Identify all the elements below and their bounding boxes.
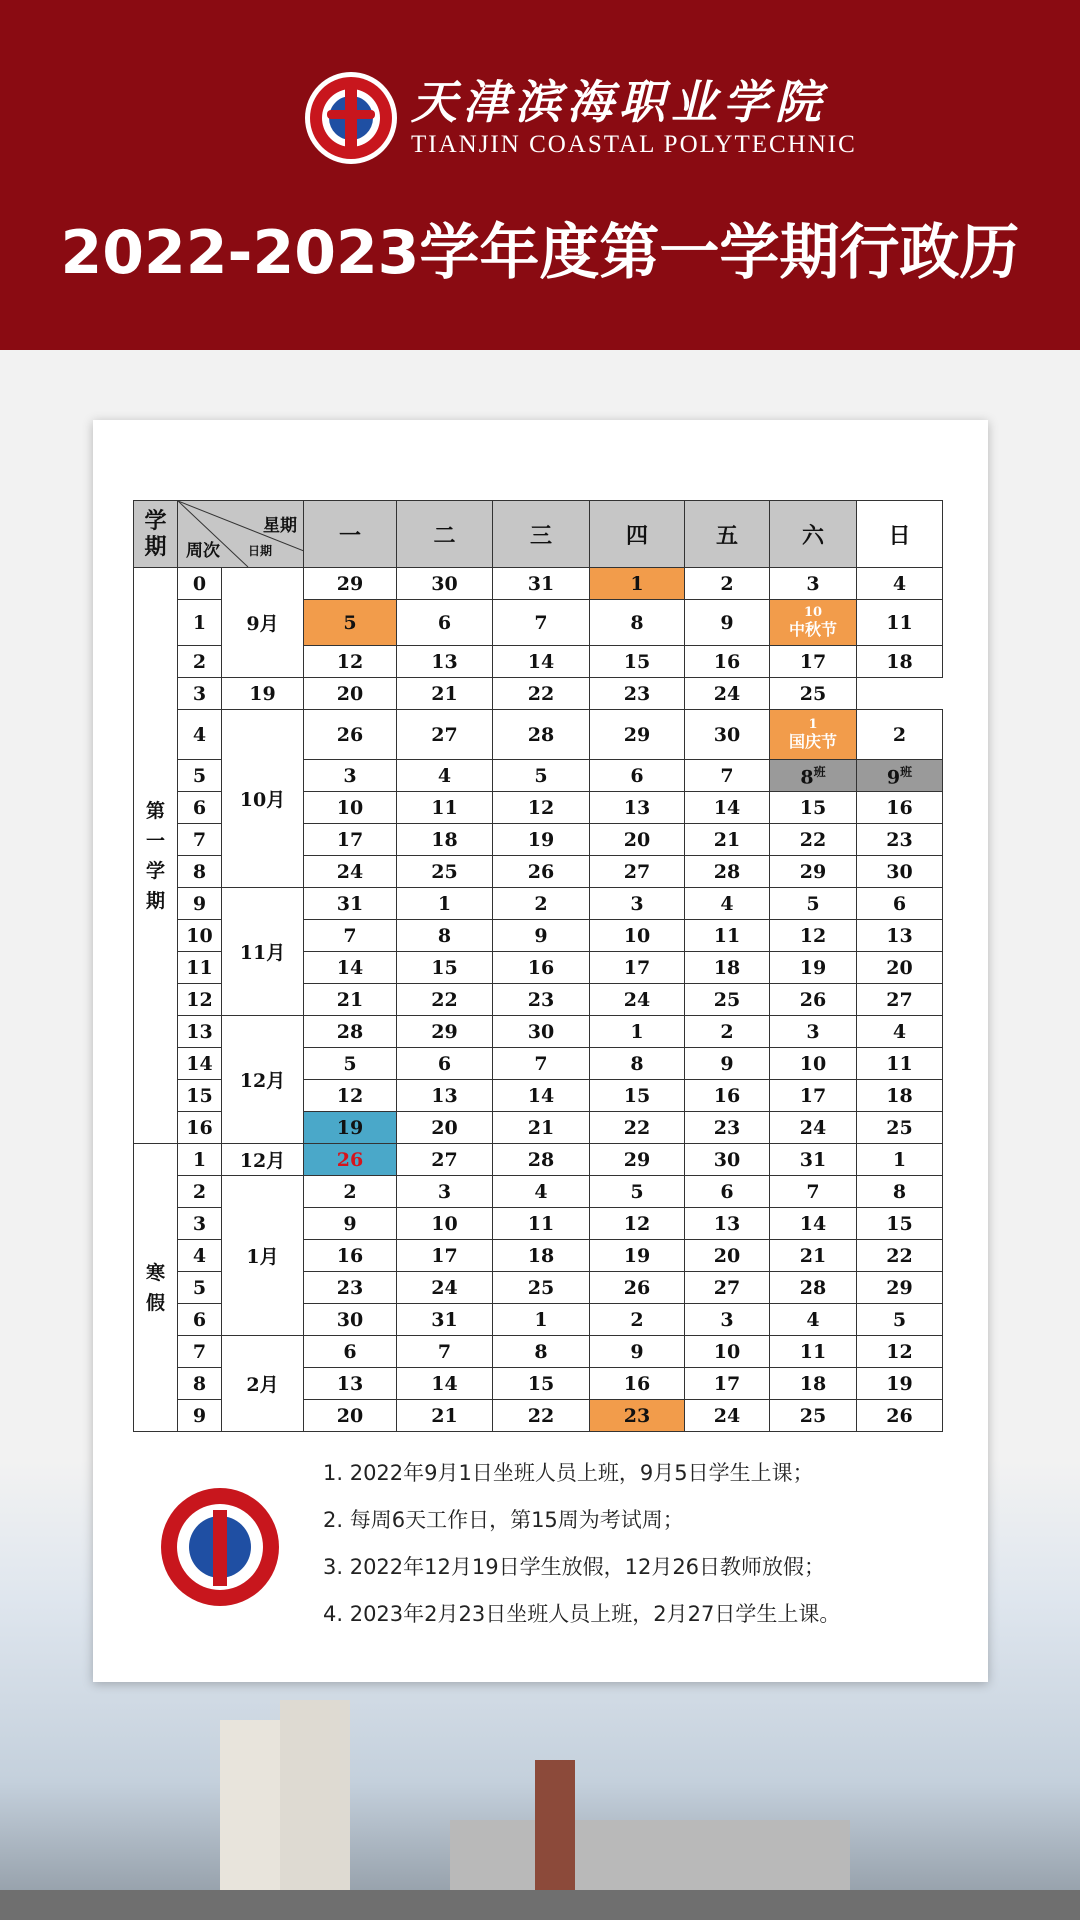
week-number: 12 — [178, 984, 222, 1016]
day-cell: 28 — [770, 1272, 857, 1304]
day-cell: 9 — [685, 1048, 770, 1080]
day-cell: 28 — [493, 710, 590, 760]
day-cell: 21 — [397, 678, 493, 710]
day-cell: 6 — [857, 888, 943, 920]
week-number: 1 — [178, 1144, 222, 1176]
day-cell: 23 — [857, 824, 943, 856]
day-cell: 29 — [590, 1144, 685, 1176]
day-cell: 11 — [857, 1048, 943, 1080]
weekday-sun: 日 — [857, 501, 943, 568]
day-cell: 25 — [397, 856, 493, 888]
day-cell: 29 — [857, 1272, 943, 1304]
week-number: 2 — [178, 1176, 222, 1208]
day-cell: 20 — [397, 1112, 493, 1144]
day-cell: 25 — [770, 1400, 857, 1432]
day-cell: 10 — [770, 1048, 857, 1080]
school-logo — [305, 68, 857, 168]
day-cell: 26 — [857, 1400, 943, 1432]
day-cell: 15 — [857, 1208, 943, 1240]
day-cell: 12 — [493, 792, 590, 824]
day-cell: 16 — [685, 1080, 770, 1112]
day-cell: 27 — [397, 1144, 493, 1176]
week-number: 3 — [178, 678, 222, 710]
day-cell: 23 — [685, 1112, 770, 1144]
day-cell: 18 — [397, 824, 493, 856]
day-cell: 11 — [397, 792, 493, 824]
day-cell: 13 — [590, 792, 685, 824]
week-number: 1 — [178, 600, 222, 646]
day-cell: 10 — [397, 1208, 493, 1240]
day-cell: 4 — [770, 1304, 857, 1336]
month-label: 12月 — [222, 1144, 304, 1176]
day-cell: 8 — [857, 1176, 943, 1208]
day-cell: 30 — [397, 568, 493, 600]
term-winter-break: 寒 假 — [134, 1144, 178, 1432]
term-header: 学期 — [134, 501, 178, 568]
day-cell: 17 — [397, 1240, 493, 1272]
day-cell: 10 中秋节 — [770, 600, 857, 646]
day-cell: 8 — [397, 920, 493, 952]
day-cell: 13 — [397, 1080, 493, 1112]
day-cell: 10 — [304, 792, 397, 824]
week-number: 4 — [178, 710, 222, 760]
day-cell: 14 — [493, 1080, 590, 1112]
day-cell: 20 — [304, 678, 397, 710]
day-cell: 4 — [857, 568, 943, 600]
day-cell: 18 — [857, 646, 943, 678]
month-label: 11月 — [222, 888, 304, 1016]
day-cell: 20 — [304, 1400, 397, 1432]
day-cell: 22 — [857, 1240, 943, 1272]
weekday-fri: 五 — [685, 501, 770, 568]
table-row — [134, 678, 943, 710]
day-cell: 16 — [493, 952, 590, 984]
note-item: 4. 2023年2月23日坐班人员上班，2月27日学生上课。 — [323, 1602, 841, 1626]
week-number: 9 — [178, 888, 222, 920]
day-cell: 21 — [304, 984, 397, 1016]
day-cell: $9^班$ — [857, 760, 943, 792]
day-cell: 5 — [590, 1176, 685, 1208]
week-number: 16 — [178, 1112, 222, 1144]
day-cell: 2 — [590, 1304, 685, 1336]
day-cell: 19 — [770, 952, 857, 984]
day-cell: 27 — [685, 1272, 770, 1304]
weekday-wed: 三 — [493, 501, 590, 568]
day-cell: 22 — [590, 1112, 685, 1144]
calendar-table — [133, 500, 943, 1432]
week-number: 7 — [178, 824, 222, 856]
day-cell: 8 — [493, 1336, 590, 1368]
day-cell: 23 — [590, 678, 685, 710]
day-cell: 1 — [397, 888, 493, 920]
week-number: 13 — [178, 1016, 222, 1048]
day-cell: 25 — [685, 984, 770, 1016]
day-cell: 26 — [304, 710, 397, 760]
day-cell: 31 — [397, 1304, 493, 1336]
month-label: 10月 — [222, 710, 304, 888]
table-row — [134, 568, 943, 600]
week-number: 6 — [178, 792, 222, 824]
day-cell: 17 — [304, 824, 397, 856]
day-cell: 26 — [304, 1144, 397, 1176]
day-cell: 3 — [397, 1176, 493, 1208]
day-cell: 21 — [493, 1112, 590, 1144]
week-number: 11 — [178, 952, 222, 984]
day-cell: 10 — [685, 1336, 770, 1368]
day-cell: 1 — [493, 1304, 590, 1336]
page-title: 2022-2023学年度第一学期行政历 — [60, 218, 1020, 288]
day-cell: 3 — [590, 888, 685, 920]
day-cell: 29 — [770, 856, 857, 888]
day-cell: 12 — [304, 646, 397, 678]
week-number: 9 — [178, 1400, 222, 1432]
week-number: 15 — [178, 1080, 222, 1112]
day-cell: 19 — [222, 678, 304, 710]
day-cell: 15 — [590, 1080, 685, 1112]
day-cell: 8 — [590, 1048, 685, 1080]
day-cell: 30 — [685, 1144, 770, 1176]
day-cell: 2 — [304, 1176, 397, 1208]
day-cell: 7 — [493, 1048, 590, 1080]
day-cell: 5 — [304, 1048, 397, 1080]
day-cell: 25 — [770, 678, 857, 710]
day-cell: 30 — [685, 710, 770, 760]
weekday-tue: 二 — [397, 501, 493, 568]
day-cell: 12 — [857, 1336, 943, 1368]
week-number: 5 — [178, 760, 222, 792]
day-cell: 30 — [493, 1016, 590, 1048]
day-cell: 7 — [397, 1336, 493, 1368]
day-cell: 1 — [590, 1016, 685, 1048]
day-cell: 16 — [857, 792, 943, 824]
day-cell: 26 — [770, 984, 857, 1016]
day-cell: 9 — [590, 1336, 685, 1368]
table-row — [134, 1016, 943, 1048]
day-cell: 22 — [770, 824, 857, 856]
day-cell: 1 — [857, 1144, 943, 1176]
week-number: 6 — [178, 1304, 222, 1336]
day-cell: 8 — [590, 600, 685, 646]
day-cell: 29 — [590, 710, 685, 760]
day-cell: 22 — [493, 678, 590, 710]
day-cell: 24 — [397, 1272, 493, 1304]
school-name-cn: 天津滨海职业学院 — [411, 75, 827, 129]
day-cell: 20 — [590, 824, 685, 856]
day-cell: 16 — [590, 1368, 685, 1400]
month-label: 2月 — [222, 1336, 304, 1432]
day-cell: 2 — [685, 1016, 770, 1048]
table-row — [134, 1336, 943, 1368]
day-cell: 6 — [397, 600, 493, 646]
day-cell: 21 — [685, 824, 770, 856]
day-cell: 3 — [770, 568, 857, 600]
day-cell: 24 — [304, 856, 397, 888]
day-cell: 5 — [493, 760, 590, 792]
month-label: 9月 — [222, 568, 304, 678]
week-number: 5 — [178, 1272, 222, 1304]
notes-list — [323, 1450, 840, 1638]
day-cell: 18 — [493, 1240, 590, 1272]
day-cell: 2 — [857, 710, 943, 760]
day-cell: 3 — [304, 760, 397, 792]
day-cell: 26 — [590, 1272, 685, 1304]
day-cell: 17 — [590, 952, 685, 984]
weekday-mon: 一 — [304, 501, 397, 568]
day-cell: 13 — [304, 1368, 397, 1400]
day-cell: 30 — [304, 1304, 397, 1336]
day-cell: 15 — [493, 1368, 590, 1400]
day-cell: 11 — [685, 920, 770, 952]
day-cell: 18 — [770, 1368, 857, 1400]
day-cell: 4 — [857, 1016, 943, 1048]
weekday-sat: 六 — [770, 501, 857, 568]
day-cell: 29 — [304, 568, 397, 600]
day-cell: 28 — [304, 1016, 397, 1048]
table-row — [134, 1144, 943, 1176]
week-number: 7 — [178, 1336, 222, 1368]
day-cell: 24 — [770, 1112, 857, 1144]
week-number: 3 — [178, 1208, 222, 1240]
table-row — [134, 888, 943, 920]
day-cell: 17 — [770, 646, 857, 678]
weekday-thu: 四 — [590, 501, 685, 568]
day-cell: 31 — [770, 1144, 857, 1176]
school-seal-footer-icon — [161, 1488, 279, 1606]
day-cell: 19 — [304, 1112, 397, 1144]
day-cell: 20 — [857, 952, 943, 984]
day-cell: 20 — [685, 1240, 770, 1272]
day-cell: 1 — [590, 568, 685, 600]
day-cell: 6 — [590, 760, 685, 792]
day-cell: 25 — [493, 1272, 590, 1304]
week-number: 4 — [178, 1240, 222, 1272]
day-cell: 24 — [685, 1400, 770, 1432]
day-cell: 26 — [493, 856, 590, 888]
day-cell: 13 — [685, 1208, 770, 1240]
day-cell: 17 — [770, 1080, 857, 1112]
day-cell: 23 — [304, 1272, 397, 1304]
day-cell: 11 — [770, 1336, 857, 1368]
day-cell: 4 — [493, 1176, 590, 1208]
day-cell: 23 — [493, 984, 590, 1016]
week-number: 8 — [178, 856, 222, 888]
day-cell: 12 — [590, 1208, 685, 1240]
week-number: 8 — [178, 1368, 222, 1400]
day-cell: 6 — [397, 1048, 493, 1080]
week-number: 14 — [178, 1048, 222, 1080]
day-cell: 27 — [857, 984, 943, 1016]
day-cell: 5 — [304, 600, 397, 646]
day-cell: 17 — [685, 1368, 770, 1400]
day-cell: 13 — [857, 920, 943, 952]
day-cell: 23 — [590, 1400, 685, 1432]
day-cell: 7 — [493, 600, 590, 646]
day-cell: 15 — [397, 952, 493, 984]
term-first-semester: 第 一 学 期 — [134, 568, 178, 1144]
day-cell: 18 — [685, 952, 770, 984]
day-cell: 19 — [857, 1368, 943, 1400]
day-cell: 14 — [493, 646, 590, 678]
day-cell: 16 — [685, 646, 770, 678]
day-cell: 14 — [685, 792, 770, 824]
day-cell: 19 — [493, 824, 590, 856]
day-cell: 21 — [770, 1240, 857, 1272]
month-label: 1月 — [222, 1176, 304, 1336]
note-item: 3. 2022年12月19日学生放假，12月26日教师放假； — [323, 1555, 826, 1579]
day-cell: 11 — [493, 1208, 590, 1240]
day-cell: 31 — [304, 888, 397, 920]
day-cell: 6 — [685, 1176, 770, 1208]
table-row — [134, 710, 943, 760]
corner-header: 星期 周次 日期 — [178, 501, 304, 568]
day-cell: 4 — [685, 888, 770, 920]
day-cell: 13 — [397, 646, 493, 678]
day-cell: 22 — [493, 1400, 590, 1432]
day-cell: 28 — [493, 1144, 590, 1176]
day-cell: 3 — [685, 1304, 770, 1336]
day-cell: 6 — [304, 1336, 397, 1368]
week-number: 10 — [178, 920, 222, 952]
note-item: 1. 2022年9月1日坐班人员上班，9月5日学生上课； — [323, 1461, 814, 1485]
day-cell: 29 — [397, 1016, 493, 1048]
day-cell: 27 — [590, 856, 685, 888]
day-cell: 7 — [685, 760, 770, 792]
day-cell: 9 — [304, 1208, 397, 1240]
month-label: 12月 — [222, 1016, 304, 1144]
day-cell: 22 — [397, 984, 493, 1016]
day-cell: 11 — [857, 600, 943, 646]
day-cell: 7 — [770, 1176, 857, 1208]
school-name-en: TIANJIN COASTAL POLYTECHNIC — [411, 131, 857, 158]
school-seal-icon — [305, 72, 397, 164]
day-cell: 16 — [304, 1240, 397, 1272]
day-cell: 2 — [493, 888, 590, 920]
day-cell: 12 — [304, 1080, 397, 1112]
day-cell: 18 — [857, 1080, 943, 1112]
week-number: 2 — [178, 646, 222, 678]
day-cell: 5 — [770, 888, 857, 920]
day-cell: 7 — [304, 920, 397, 952]
day-cell: 2 — [685, 568, 770, 600]
day-cell: 21 — [397, 1400, 493, 1432]
day-cell: 12 — [770, 920, 857, 952]
day-cell: 4 — [397, 760, 493, 792]
day-cell: 24 — [590, 984, 685, 1016]
day-cell: 9 — [493, 920, 590, 952]
day-cell: 15 — [770, 792, 857, 824]
header-banner — [0, 0, 1080, 350]
day-cell: 25 — [857, 1112, 943, 1144]
day-cell: $8^班$ — [770, 760, 857, 792]
day-cell: 10 — [590, 920, 685, 952]
day-cell: 3 — [770, 1016, 857, 1048]
day-cell: 14 — [770, 1208, 857, 1240]
day-cell: 5 — [857, 1304, 943, 1336]
table-row — [134, 1176, 943, 1208]
day-cell: 24 — [685, 678, 770, 710]
day-cell: 14 — [304, 952, 397, 984]
day-cell: 31 — [493, 568, 590, 600]
day-cell: 9 — [685, 600, 770, 646]
day-cell: 28 — [685, 856, 770, 888]
day-cell: 19 — [590, 1240, 685, 1272]
day-cell: 14 — [397, 1368, 493, 1400]
day-cell: 1 国庆节 — [770, 710, 857, 760]
week-number: 0 — [178, 568, 222, 600]
day-cell: 30 — [857, 856, 943, 888]
day-cell: 15 — [590, 646, 685, 678]
calendar-card — [93, 420, 988, 1682]
day-cell: 27 — [397, 710, 493, 760]
note-item: 2. 每周6天工作日，第15周为考试周； — [323, 1508, 684, 1532]
